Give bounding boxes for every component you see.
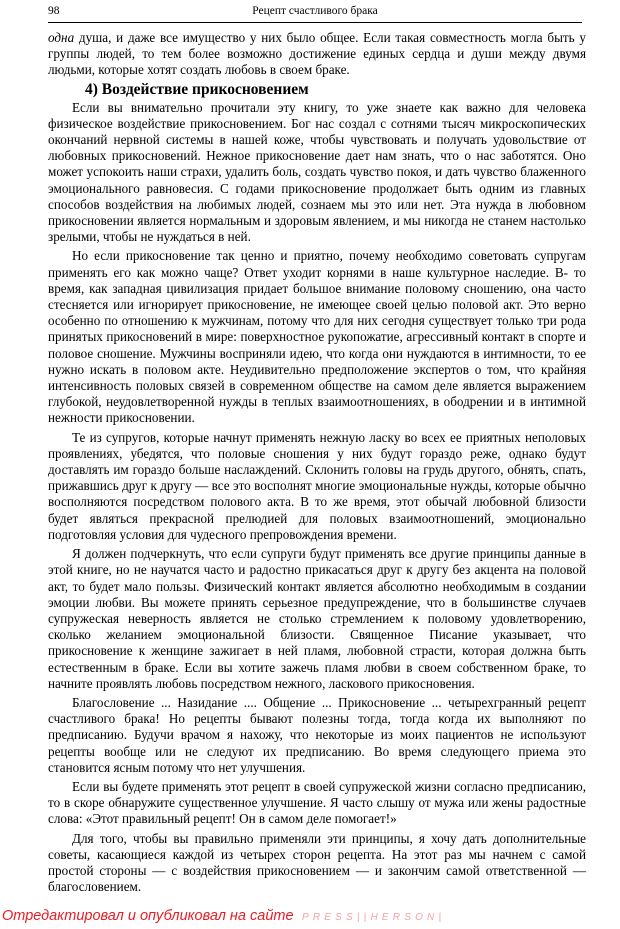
paragraph-2: Но если прикосновение так ценно и приятно, почему необходимо советовать супругам применять его как можно чаще? Ответ уходит корнями в наше культурное наследие. В- то время, как западная цивилизация придает большое внимание половому сношению, она часто стесняется или игнорирует прикосновение, не имеющее своей целью половой акт. Это верно особенно по отношению к мужчинам, потому что для них сегодня существует только три рода принятых прикосновений в мире: поверхностное рукопожатие, агрессивный контакт в спорте и половое сношение. Мужчины восприняли идею, что когда они нуждаются в интимности, то ее нужно искать в половом акте. Неудивительно предположение экспертов о том, что крайняя интенсивность половых связей в современном обществе на самом деле является выражением глубокой, неудовлетворенной нужды в теплых взаимоотношениях, в ободрении и в интимной нежности прикосновении. [48, 248, 586, 426]
intro-paragraph [48, 30, 586, 79]
paragraph-1: Если вы внимательно прочитали эту книгу, то уже знаете как важно для человека физическое воздействие прикосновением. Бог нас создал с сотнями тысяч микроскопических окончаний нервной системы в нашей коже, чтобы чувствовать и получать удовольствие от любовных прикосновений. Нежное прикосновение дает нам знать, что о нас заботятся. Оно может успокоить наши страхи, удалить боль, создать чувство покоя, и дать чувство блаженного эмоционального равновесия. С годами прикосновение продолжает быть одним из главных способов воздействия на любимых людей, сознаем мы это или нет. Эта нужда в любовном прикосновении является нормальным и здоровым явлением, и мы никогда не станем настолько зрелыми, чтобы не нуждаться в ней. [48, 99, 586, 245]
page-body [48, 30, 586, 895]
paragraph-7: Для того, чтобы вы правильно применяли эти принципы, я хочу дать дополнительные советы, касающиеся каждой из четырех сторон рецепта. На этот раз мы начнем с самой простой стороны — с воздействия прикосновением — и закончим самой ответственной — благословением. [48, 830, 586, 895]
paragraph-5: Благословение ... Назидание .... Общение ... Прикосновение ... четырехгранный рецепт счастливого брака! Но рецепты бывают полезны тогда, тогда когда их выполняют по предписанию. Будучи врачом я нахожу, что некоторые из моих пациентов не используют рецепты вообще или не следуют их предписанию. Во время следующего приема это становится ясным потому что нет улучшения. [48, 694, 586, 775]
page-number: 98 [48, 5, 60, 17]
paragraph-4: Я должен подчеркнуть, что если супруги будут применять все другие принципы данные в этой книге, но не научатся часто и радостно прикасаться друг к другу без акцента на половой акт, то будет мало пользы. Физический контакт является абсолютно необходимым в создании эмоции любви. Вы можете принять серьезное предупреждение, что в большинстве случаев супружеская неверность является не столько стремлением к половому удовлетворению, сколько желанием эмоциональной близости. Священное Писание указывает, что прикосновение к женщине зажигает в ней пламя, любовной страсти, которая должна быть естественным в браке. Если вы хотите зажечь пламя любви в своем собственном браке, то начните проявлять любовь посредством нежного, ласкового прикосновения. [48, 546, 586, 691]
section-title: 4) Воздействие прикосновением [85, 80, 309, 98]
publisher-footer [2, 907, 602, 927]
intro-italic-word: одна [48, 30, 75, 45]
paragraph-6: Если вы будете применять этот рецепт в своей супружеской жизни согласно предписанию, то в скоре обнаружите существенное улучшение. Я часто слышу от мужа или жены радостные слова: «Этот правильный рецепт! Он в самом деле помогает!» [48, 778, 586, 827]
running-title: Рецепт счастливого брака [252, 5, 378, 17]
page-header [48, 2, 582, 23]
footer-credit: Отредактировал и опубликовал на сайте [2, 908, 294, 924]
footer-site-watermark: PRESS||HERSON| [301, 912, 446, 923]
intro-text: душа, и даже все имущество у них было общее. Если такая совместность могла быть у группы людей, то тем более возможно достижение единых сердца и души между двумя людьми, которые хотят создать любовь в своем браке. [48, 30, 586, 78]
paragraph-3: Те из супругов, которые начнут применять нежную ласку во всех ее приятных неполовых проявлениях, убедятся, что половые сношения у них будут гораздо реже, однако будут доставлять им гораздо больше наслаждений. Склонить головы на грудь другого, обнять, спать, прижавшись друг к другу — все это восполнят многие эмоциональные нужды, которые обычно восполняются посредством полового акта. В то же время, этот обычай любовной близости будет являться прекрасной прелюдией для половых взаимоотношений, эмоционально подготовляя условия для чудесного препровождения времени. [48, 429, 586, 542]
